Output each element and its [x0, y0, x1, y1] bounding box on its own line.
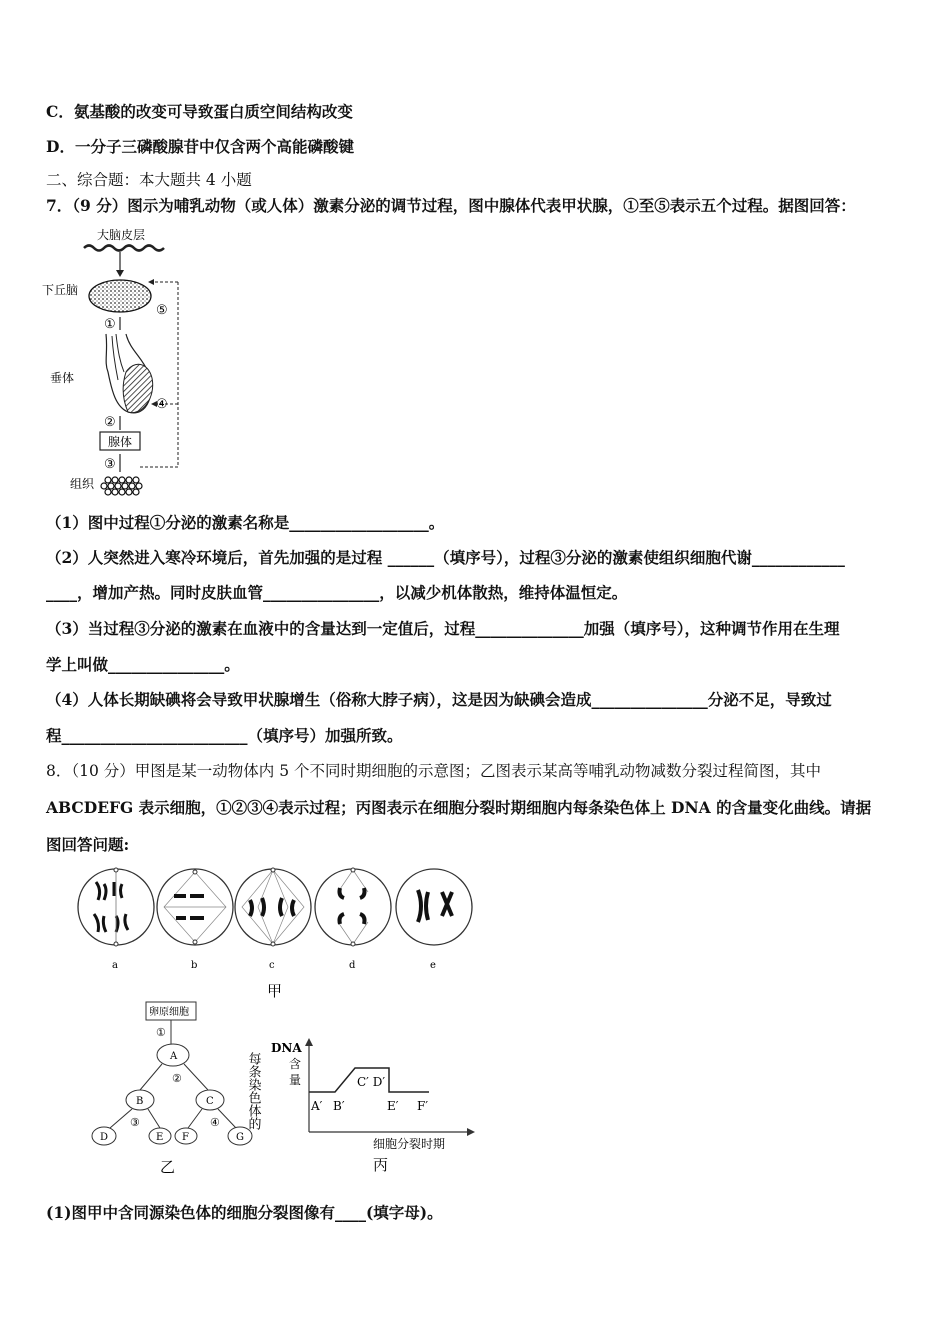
- endocrine-regulation-diagram: [38, 222, 198, 497]
- q7-sub3-line2: 学上叫做_______________。: [46, 655, 240, 674]
- q8-sub1: (1)图甲中含同源染色体的细胞分裂图像有____(填字母)。: [46, 1203, 443, 1222]
- q7-sub2-line2: ____，增加产热。同时皮肤血管_______________，以减少机体散热，维持体温恒定。: [46, 583, 628, 602]
- pituitary-label: 垂体: [50, 371, 75, 385]
- yi-process-1: ①: [156, 1026, 166, 1039]
- oogonium-label: 卵原细胞: [149, 1007, 189, 1018]
- cell-D-label: D: [100, 1132, 109, 1143]
- cell-F-label: F: [182, 1132, 189, 1143]
- q7-sub2-line1: （2）人突然进入寒冷环境后，首先加强的是过程 ______（填序号），过程③分泌的激素使组织细胞代谢____________: [46, 548, 845, 567]
- process-4: ④: [156, 397, 168, 412]
- point-A: A′: [311, 1099, 323, 1113]
- tissue-cells: [101, 477, 142, 495]
- cell-label-c: c: [269, 960, 275, 971]
- bing-ylabel-text: 每条染色体的: [245, 1052, 261, 1130]
- cell-c: [235, 868, 311, 946]
- pituitary-shape: [123, 364, 152, 412]
- bing-ylabel-dna: DNA: [271, 1041, 302, 1055]
- cortex-label: 大脑皮层: [97, 228, 146, 242]
- q7-sub1: （1）图中过程①分泌的激素名称是__________________。: [46, 513, 445, 532]
- bing-ylabel-han: 含: [289, 1057, 302, 1071]
- q7-stem: 7．（9 分）图示为哺乳动物（或人体）激素分泌的调节过程，图中腺体代表甲状腺，①至⑤表示五个过程。据图回答：: [46, 196, 856, 215]
- section-title: 二、综合题：本大题共 4 小题: [46, 171, 252, 189]
- point-E: E′: [387, 1099, 399, 1113]
- yi-process-3: ③: [130, 1116, 140, 1129]
- caption-jia: 甲: [267, 982, 283, 1000]
- q7-sub3-line1: （3）当过程③分泌的激素在血液中的含量达到一定值后，过程______________加强（填序号），这种调节作用在生理: [46, 619, 840, 638]
- point-CD: C′ D′: [357, 1075, 386, 1089]
- cell-C-label: C: [206, 1096, 214, 1107]
- cell-d: [315, 868, 391, 946]
- cell-label-a: a: [112, 960, 118, 971]
- caption-bing: 丙: [373, 1156, 389, 1174]
- cortex-wave: [84, 246, 164, 251]
- process-3: ③: [104, 457, 116, 472]
- cell-b: [157, 869, 233, 945]
- process-1: ①: [104, 317, 116, 332]
- cell-A-label: A: [170, 1051, 178, 1062]
- cell-a: [78, 868, 154, 946]
- bing-ylabel-liang: 量: [289, 1073, 302, 1087]
- figure-bing-dna-curve: [245, 1036, 475, 1176]
- cell-label-e: e: [430, 960, 436, 971]
- point-F: F′: [417, 1099, 429, 1113]
- cell-label-b: b: [191, 960, 198, 971]
- q7-sub4-line1: （4）人体长期缺碘将会导致甲状腺增生（俗称大脖子病），这是因为缺碘会造成_______________分泌不足，导致过: [46, 690, 832, 709]
- bing-ylabel-vertical: [246, 1052, 262, 1130]
- cell-e: [396, 869, 472, 945]
- tissue-label: 组织: [70, 477, 95, 491]
- q8-stem-line2: ABCDEFG 表示细胞，①②③④表示过程；丙图表示在细胞分裂时期细胞内每条染色体上 DNA 的含量变化曲线。请据: [46, 798, 872, 817]
- process-2: ②: [104, 415, 116, 430]
- yi-process-2: ②: [172, 1072, 182, 1085]
- yi-process-4: ④: [210, 1116, 220, 1129]
- gland-label: 腺体: [108, 435, 133, 449]
- cell-G-label: G: [236, 1132, 244, 1143]
- cell-E-label: E: [156, 1132, 164, 1143]
- q8-stem-line1: 8．（10 分）甲图是某一动物体内 5 个不同时期细胞的示意图；乙图表示某高等哺乳动物减数分裂过程简图，其中: [46, 762, 821, 780]
- option-c: C．氨基酸的改变可导致蛋白质空间结构改变: [46, 102, 353, 121]
- cell-label-d: d: [349, 960, 356, 971]
- q8-stem-line3: 图回答问题:: [46, 835, 130, 854]
- q7-sub4-line2: 程________________________（填序号）加强所致。: [46, 726, 403, 745]
- bing-xlabel: 细胞分裂时期: [373, 1137, 446, 1151]
- option-d: D．一分子三磷酸腺苷中仅含两个高能磷酸键: [46, 137, 354, 156]
- point-B: B′: [333, 1099, 345, 1113]
- cell-B-label: B: [136, 1096, 144, 1107]
- hypothalamus-shape: [89, 280, 151, 312]
- hypothalamus-label: 下丘脑: [42, 283, 79, 297]
- figure-jia-cells: [70, 862, 490, 1002]
- process-5: ⑤: [156, 303, 168, 318]
- caption-yi: 乙: [160, 1158, 176, 1176]
